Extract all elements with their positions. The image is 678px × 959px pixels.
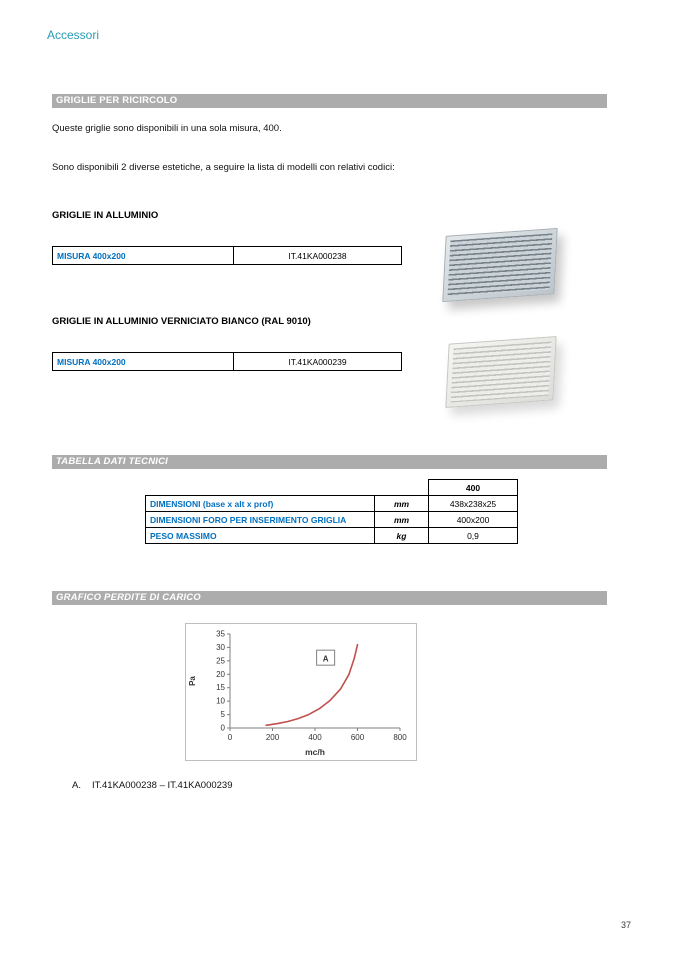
grille-slats	[448, 233, 553, 296]
tech-row-label: PESO MASSIMO	[146, 528, 375, 544]
caption-text: IT.41KA000238 – IT.41KA000239	[92, 780, 233, 791]
chart-caption	[72, 780, 233, 791]
svg-text:800: 800	[393, 733, 407, 742]
svg-text:Pa: Pa	[188, 676, 197, 686]
paragraph-aesthetics: Sono disponibili 2 diverse estetiche, a seguire la lista di modelli con relativi codici:	[52, 162, 395, 173]
tech-row-value: 438x238x25	[429, 496, 518, 512]
tech-row-value: 400x200	[429, 512, 518, 528]
breadcrumb: Accessori	[47, 28, 100, 42]
svg-text:mc/h: mc/h	[305, 747, 325, 757]
subsection-heading-aluminum: GRIGLIE IN ALLUMINIO	[52, 210, 159, 221]
paragraph-availability: Queste griglie sono disponibili in una sola misura, 400.	[52, 123, 282, 134]
tech-row-unit: mm	[375, 512, 429, 528]
codes-table-aluminum	[52, 246, 402, 265]
section-header-tabella-dati: TABELLA DATI TECNICI	[52, 455, 607, 469]
white-grille-image	[445, 336, 556, 408]
caption-letter: A.	[72, 780, 81, 791]
page-number: 37	[620, 920, 631, 930]
aluminum-grille-image	[442, 228, 557, 302]
subsection-heading-white: GRIGLIE IN ALLUMINIO VERNICIATO BIANCO (RAL 9010)	[52, 316, 311, 327]
tech-header-spacer	[375, 480, 429, 496]
svg-text:0: 0	[220, 723, 225, 733]
tech-row	[146, 528, 518, 544]
pressure-loss-chart	[185, 623, 417, 761]
tech-row-value: 0,9	[429, 528, 518, 544]
svg-text:A: A	[322, 654, 329, 664]
svg-text:600: 600	[350, 733, 365, 742]
tech-row-unit: kg	[375, 528, 429, 544]
svg-text:400: 400	[308, 733, 322, 742]
svg-text:20: 20	[216, 669, 225, 679]
svg-text:30: 30	[216, 642, 225, 652]
tech-row	[146, 496, 518, 512]
tech-row	[146, 512, 518, 528]
svg-text:35: 35	[216, 629, 225, 639]
table-row	[53, 353, 402, 371]
table-row	[53, 247, 402, 265]
grille-slats	[451, 341, 552, 402]
technical-data-table	[145, 479, 518, 544]
section-header-grafico: GRAFICO PERDITE DI CARICO	[52, 591, 607, 605]
tech-col-header: 400	[429, 480, 518, 496]
svg-text:25: 25	[216, 656, 225, 666]
tech-row-label: DIMENSIONI FORO PER INSERIMENTO GRIGLIA	[146, 512, 375, 528]
product-code: IT.41KA000238	[234, 247, 402, 265]
tech-header-spacer	[146, 480, 375, 496]
tech-row-label: DIMENSIONI (base x alt x prof)	[146, 496, 375, 512]
tech-row-unit: mm	[375, 496, 429, 512]
codes-table-white	[52, 352, 402, 371]
tech-header-row	[146, 480, 518, 496]
chart-canvas	[186, 624, 416, 760]
svg-text:15: 15	[216, 683, 225, 693]
svg-text:5: 5	[220, 710, 225, 720]
svg-text:10: 10	[216, 696, 225, 706]
svg-text:0: 0	[227, 733, 233, 742]
size-label: MISURA 400x200	[53, 353, 234, 371]
product-code: IT.41KA000239	[234, 353, 402, 371]
size-label: MISURA 400x200	[53, 247, 234, 265]
svg-text:200: 200	[265, 733, 280, 742]
section-header-griglie-ricircolo: GRIGLIE PER RICIRCOLO	[52, 94, 607, 108]
